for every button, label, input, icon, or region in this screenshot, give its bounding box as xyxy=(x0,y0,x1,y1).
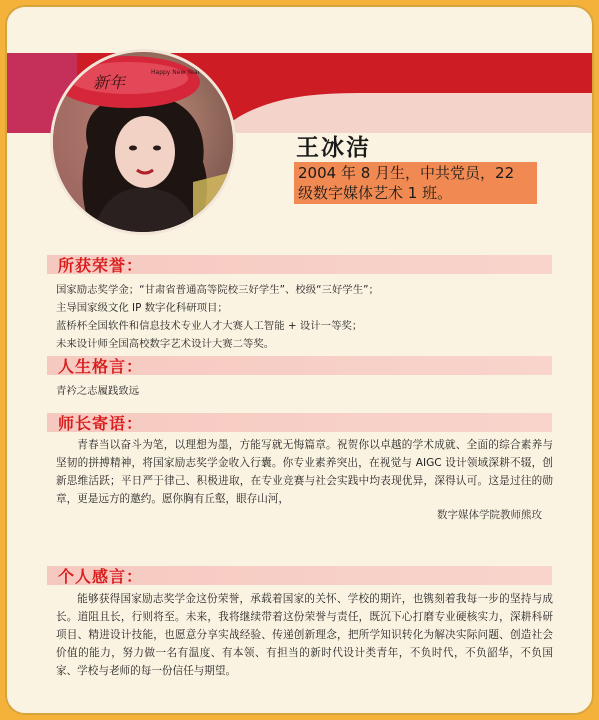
motto-title: 人生格言： xyxy=(58,357,144,376)
honors-title: 所获荣誉： xyxy=(58,256,144,275)
motto-text: 青衿之志履践致远 xyxy=(56,385,140,397)
personal-title: 个人感言： xyxy=(58,567,144,586)
honor-item: 主导国家级文化 IP 数字化科研项目； xyxy=(56,302,228,314)
hat-text-small: Happy New Year xyxy=(151,69,200,76)
certificate-panel xyxy=(5,5,594,715)
honor-item: 国家励志奖学金；“甘肃省普通高等院校三好学生”、校级“三好学生”； xyxy=(56,284,379,296)
honor-item: 未来设计师全国高校数字艺术设计大赛二等奖。 xyxy=(56,338,275,350)
personal-statement: 能够获得国家励志奖学金这份荣誉，承载着国家的关怀、学校的期许，也镌刻着我每一步的坚持与成长。道阻且长，行则将至。未来，我将继续带着这份荣誉与责任，既沉下心打磨专业硬核实力，深耕科研项目、精进设计技能，也愿意分享实战经验、传递创新理念，把所学知识转化为解决实际问题、创造社会价值的能力，努力做一名有温度、有本领、有担当的新时代设计类青年，不负时代，不负韶华，不负国家、学校与老师的每一份信任与期望。 xyxy=(56,593,553,677)
student-bio: 2004 年 8 月生，中共党员，22 级数字媒体艺术 1 班。 xyxy=(294,162,537,204)
teacher-title: 师长寄语： xyxy=(58,414,144,433)
teacher-signature: 数字媒体学院教师熊玫 xyxy=(437,509,542,521)
honor-item: 蓝桥杯全国软件和信息技术专业人才大赛人工智能 + 设计一等奖； xyxy=(56,320,363,332)
teacher-message: 青春当以奋斗为笔，以理想为墨，方能写就无悔篇章。祝贺你以卓越的学术成就、全面的综合素养与坚韧的拼搏精神，将国家励志奖学金收入行囊。你专业素养突出，在视觉与 AIGC 设计领域深耕不辍，创新思维活跃；平日严于律己、积极进取，在专业竞赛与社会实践中均表现优异，深得认可。这是过往的勋章，更是远方的邀约。愿你胸有丘壑，眼存山河， xyxy=(56,439,553,505)
portrait-photo xyxy=(50,49,236,235)
hat-text: 新年 xyxy=(93,73,126,92)
student-name: 王冰洁 xyxy=(296,135,371,161)
